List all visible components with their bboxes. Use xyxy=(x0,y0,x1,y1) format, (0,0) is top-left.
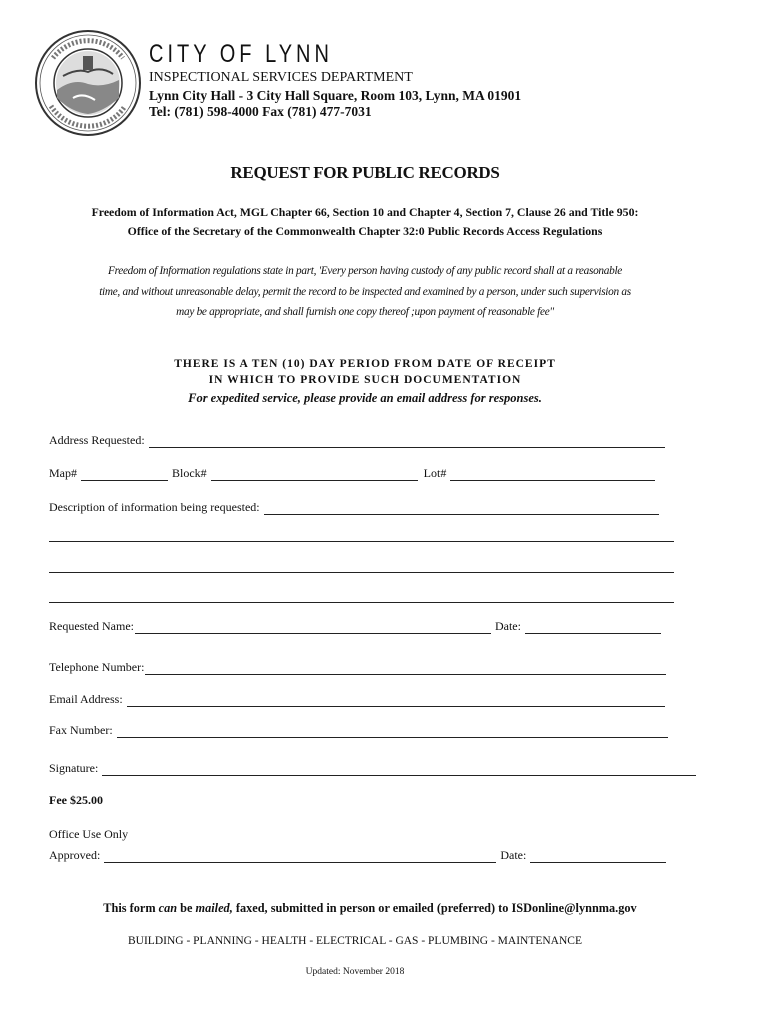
lot-input[interactable] xyxy=(450,468,655,481)
approved-input[interactable] xyxy=(104,850,496,863)
office-use-heading: Office Use Only xyxy=(49,827,129,841)
submission-instructions xyxy=(0,901,740,916)
signature-label: Signature: xyxy=(49,761,99,775)
notice-line-2: IN WHICH TO PROVIDE SUCH DOCUMENTATION xyxy=(208,374,522,386)
regulation-quote-3: may be appropriate, and shall furnish one copy thereof ;upon payment of reasonable fee" xyxy=(176,306,554,318)
description-line-3[interactable] xyxy=(49,572,674,573)
approved-date-input[interactable] xyxy=(530,850,666,863)
map-input[interactable] xyxy=(81,468,168,481)
email-label: Email Address: xyxy=(49,692,123,706)
divisions-list: BUILDING - PLANNING - HEALTH - ELECTRICAL - GAS - PLUMBING - MAINTENANCE xyxy=(128,935,582,947)
email-input[interactable] xyxy=(127,694,665,707)
department-address: Lynn City Hall - 3 City Hall Square, Room 103, Lynn, MA 01901 xyxy=(149,88,522,103)
submit-mailed: mailed, xyxy=(195,901,233,915)
telephone-input[interactable] xyxy=(145,662,666,675)
address-requested-row xyxy=(49,433,665,448)
regulation-quote-2: time, and without unreasonable delay, permit the record to be inspected and examined by a person, under such supervision as xyxy=(99,286,631,298)
law-citation-1: Freedom of Information Act, MGL Chapter 66, Section 10 and Chapter 4, Section 7, Clause 26 and Title 950: xyxy=(91,205,639,219)
block-label: Block# xyxy=(172,466,207,480)
map-block-lot-row xyxy=(49,466,655,481)
form-title: REQUEST FOR PUBLIC RECORDS xyxy=(230,163,500,182)
description-line-4[interactable] xyxy=(49,602,674,603)
map-label: Map# xyxy=(49,466,77,480)
lot-label: Lot# xyxy=(423,466,447,480)
submit-can: can xyxy=(158,901,178,915)
approved-date-label: Date: xyxy=(500,848,527,862)
department-name: INSPECTIONAL SERVICES DEPARTMENT xyxy=(149,70,413,85)
description-line-2[interactable] xyxy=(49,541,674,542)
city-seal-logo xyxy=(33,28,143,138)
telephone-label: Telephone Number: xyxy=(49,660,145,674)
notice-line-1: THERE IS A TEN (10) DAY PERIOD FROM DATE OF RECEIPT xyxy=(174,358,556,370)
date-label: Date: xyxy=(494,619,521,633)
email-row xyxy=(49,692,665,707)
approved-row xyxy=(49,848,666,863)
description-label: Description of information being requested: xyxy=(49,500,260,514)
regulation-quote-1: Freedom of Information regulations state in part, 'Every person having custody of any public record shall at a reasonable xyxy=(107,265,623,277)
fax-row xyxy=(49,723,668,738)
law-citation-2: Office of the Secretary of the Commonwealth Chapter 32:0 Public Records Access Regulations xyxy=(127,224,603,238)
expedited-note: For expedited service, please provide an email address for responses. xyxy=(188,391,542,405)
address-requested-label: Address Requested: xyxy=(49,433,145,447)
address-requested-input[interactable] xyxy=(149,435,665,448)
submit-prefix: This form xyxy=(103,901,159,915)
fax-label: Fax Number: xyxy=(49,723,113,737)
block-input[interactable] xyxy=(211,468,418,481)
city-name: CITY OF LYNN xyxy=(149,40,333,68)
date-input[interactable] xyxy=(525,621,661,634)
updated-date: Updated: November 2018 xyxy=(305,967,405,977)
fax-input[interactable] xyxy=(117,725,668,738)
submit-rest: faxed, submitted in person or emailed (preferred) to ISDonline@lynnma.gov xyxy=(232,901,637,915)
requested-name-input[interactable] xyxy=(135,621,491,634)
description-row xyxy=(49,500,659,515)
fee-amount: Fee $25.00 xyxy=(49,793,103,807)
requested-name-label: Requested Name: xyxy=(49,619,134,633)
submit-be: be xyxy=(177,901,196,915)
signature-row xyxy=(49,761,696,776)
requested-name-row xyxy=(49,619,661,634)
approved-label: Approved: xyxy=(49,848,101,862)
signature-input[interactable] xyxy=(102,763,696,776)
telephone-row xyxy=(49,660,666,675)
department-phone: Tel: (781) 598-4000 Fax (781) 477-7031 xyxy=(149,104,372,119)
description-input[interactable] xyxy=(264,502,659,515)
